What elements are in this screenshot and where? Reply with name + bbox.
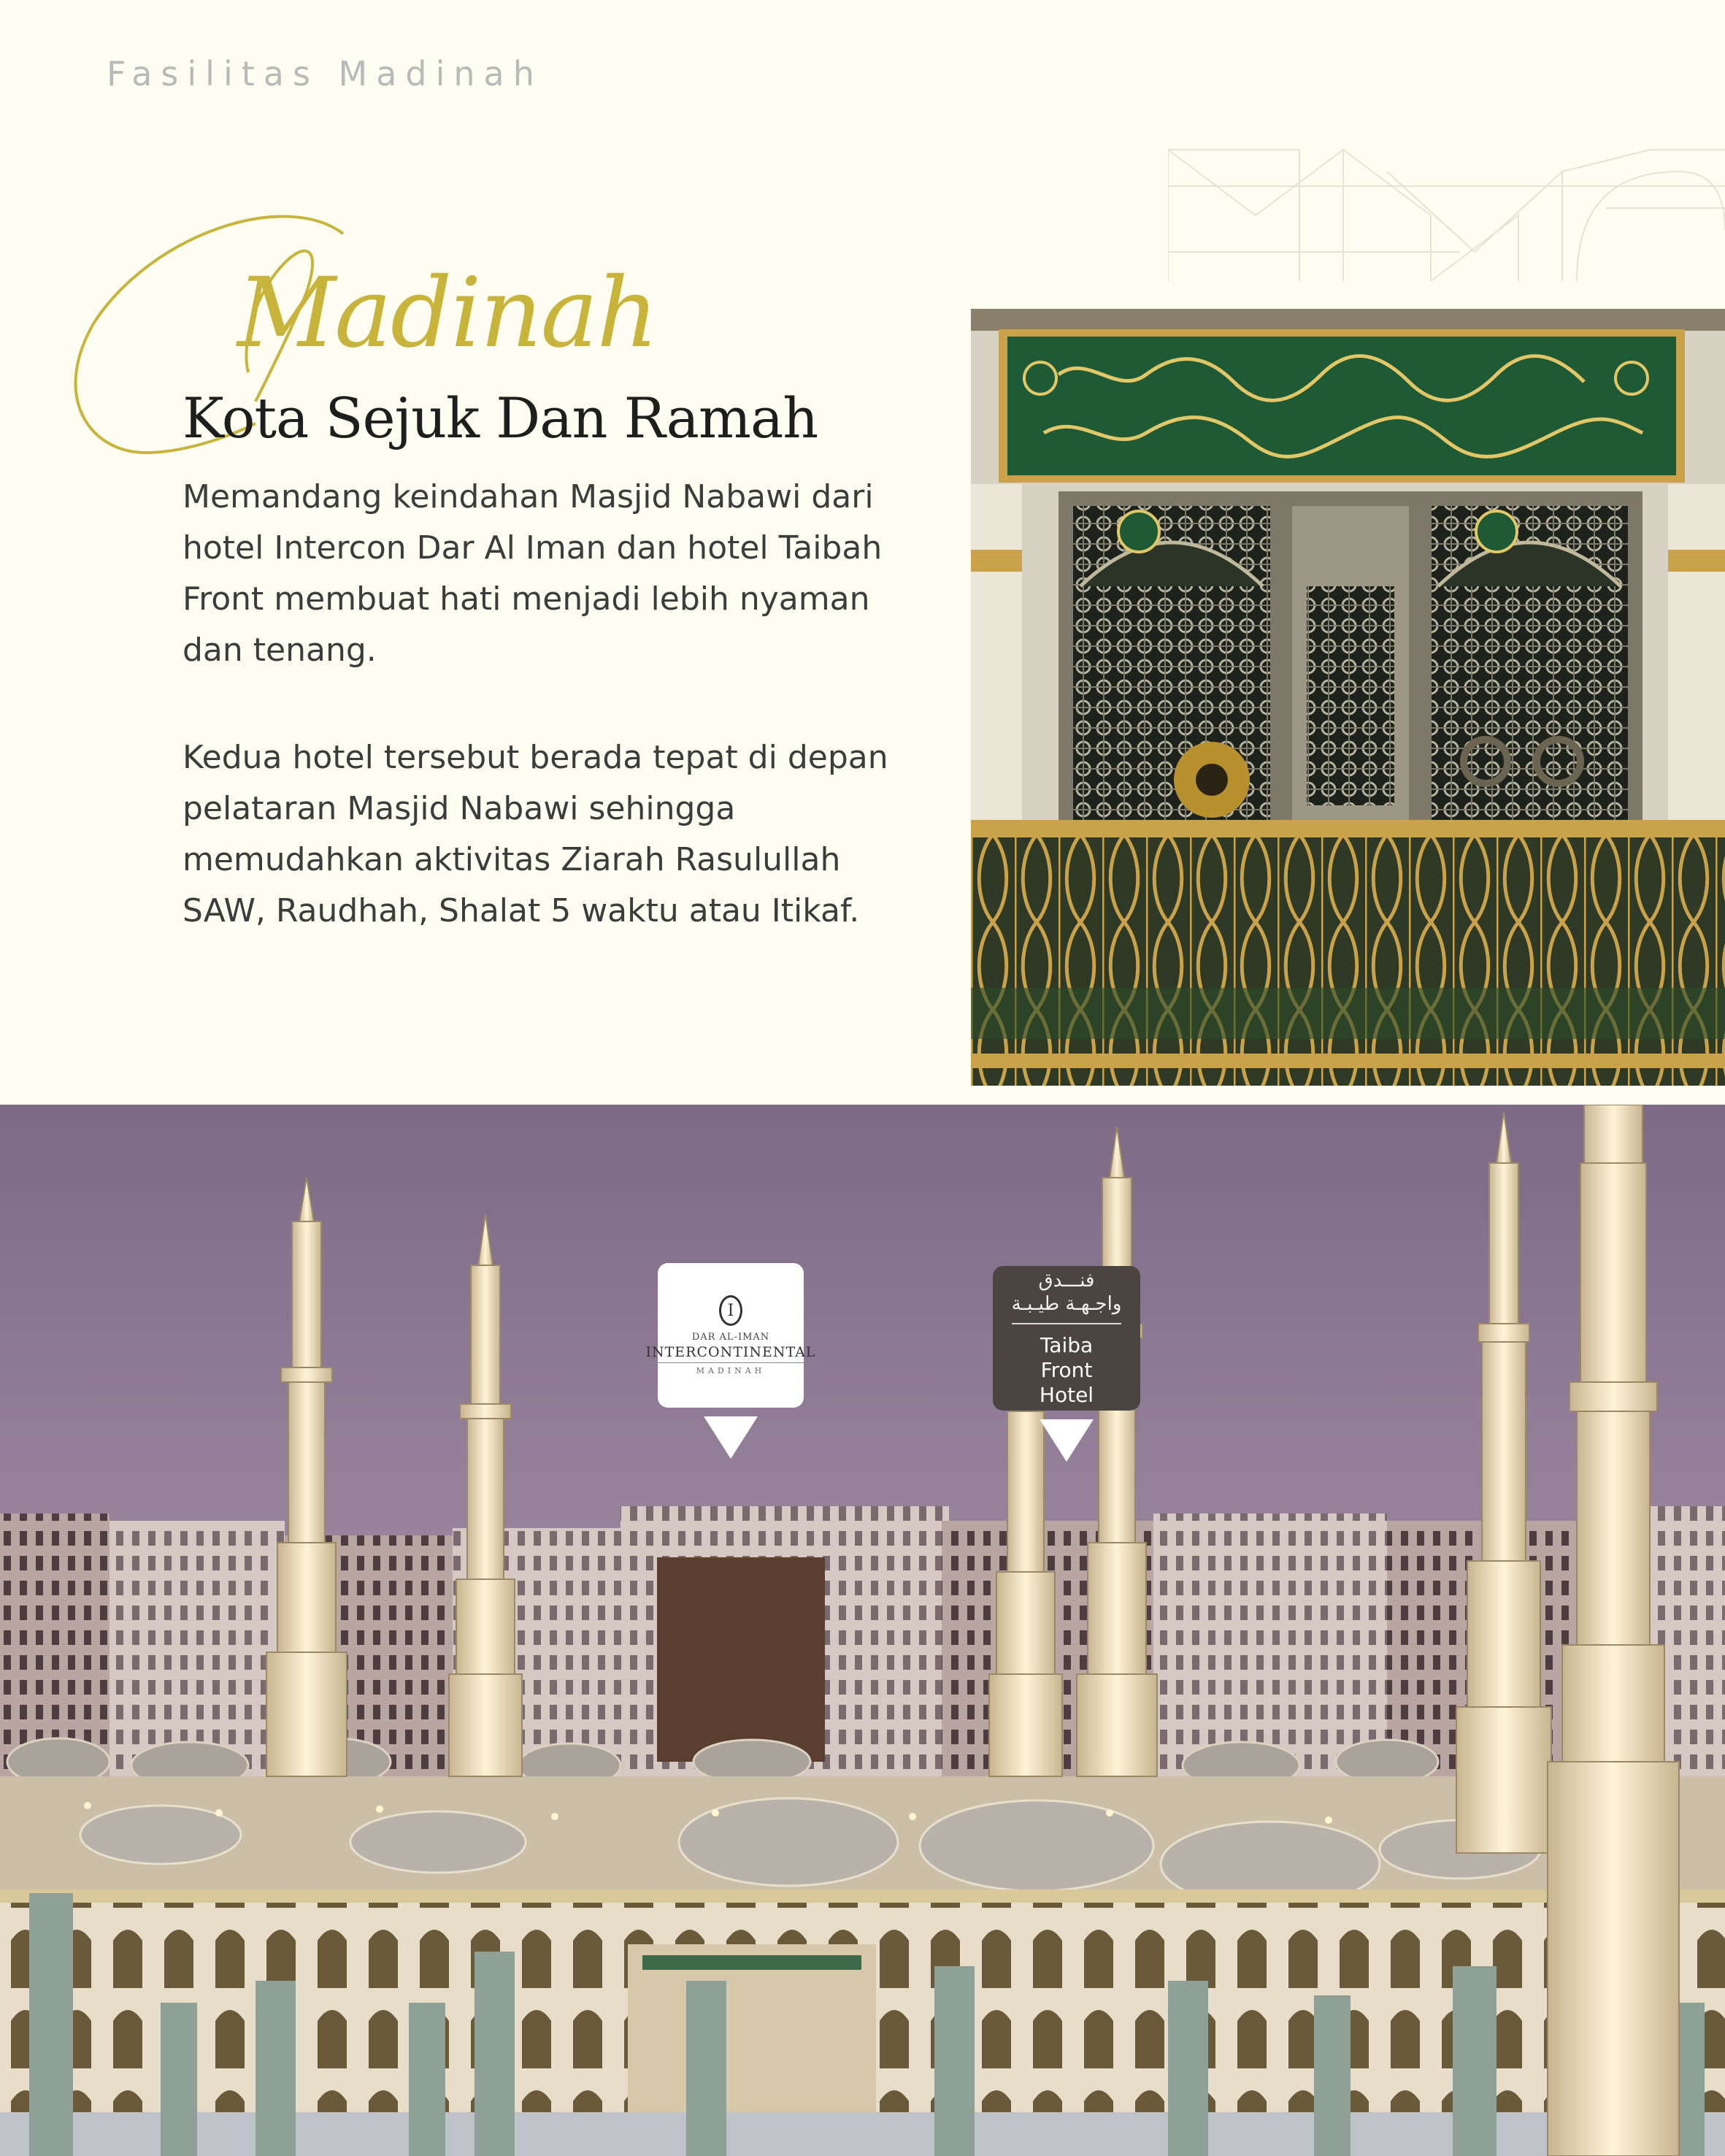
ic-logo-line3: MADINAH — [696, 1366, 766, 1376]
intercontinental-logo-icon: I — [719, 1295, 742, 1326]
triangle-down-icon — [1040, 1419, 1094, 1462]
geometric-lines-icon — [1168, 142, 1725, 281]
intercontinental-marker[interactable] — [645, 1263, 816, 1408]
taiba-arabic-line1: فنـــدق — [1038, 1270, 1095, 1292]
taiba-front-marker[interactable] — [993, 1266, 1140, 1411]
triangle-down-icon — [704, 1416, 758, 1459]
taiba-english-label: Taiba Front Hotel — [1039, 1333, 1094, 1407]
page-subtitle: Kota Sejuk Dan Ramah — [183, 385, 818, 450]
masjid-nabawi-skyline-photo — [0, 1105, 1725, 2156]
section-label: Fasilitas Madinah — [107, 54, 543, 93]
paragraph-intro: Memandang keindahan Masjid Nabawi dari hotel Intercon Dar Al Iman dan hotel Taibah Front membuat hati menjadi lebih nyaman dan tenang. — [183, 478, 883, 669]
paragraph-location: Kedua hotel tersebut berada tepat di depan pelataran Masjid Nabawi sehingga memudahkan aktivitas Ziarah Rasulullah SAW, Raudhah, Shalat 5 waktu atau Itikaf. — [183, 739, 888, 929]
taiba-arabic-line2: واجـهـة طيـبـة — [1011, 1293, 1122, 1315]
ic-logo-line2: INTERCONTINENTAL — [646, 1344, 816, 1363]
taiba-divider — [1012, 1323, 1121, 1324]
script-title: Madinah — [237, 257, 658, 369]
ic-logo-line1: DAR AL-IMAN — [691, 1332, 770, 1343]
door-photo — [971, 309, 1725, 1086]
